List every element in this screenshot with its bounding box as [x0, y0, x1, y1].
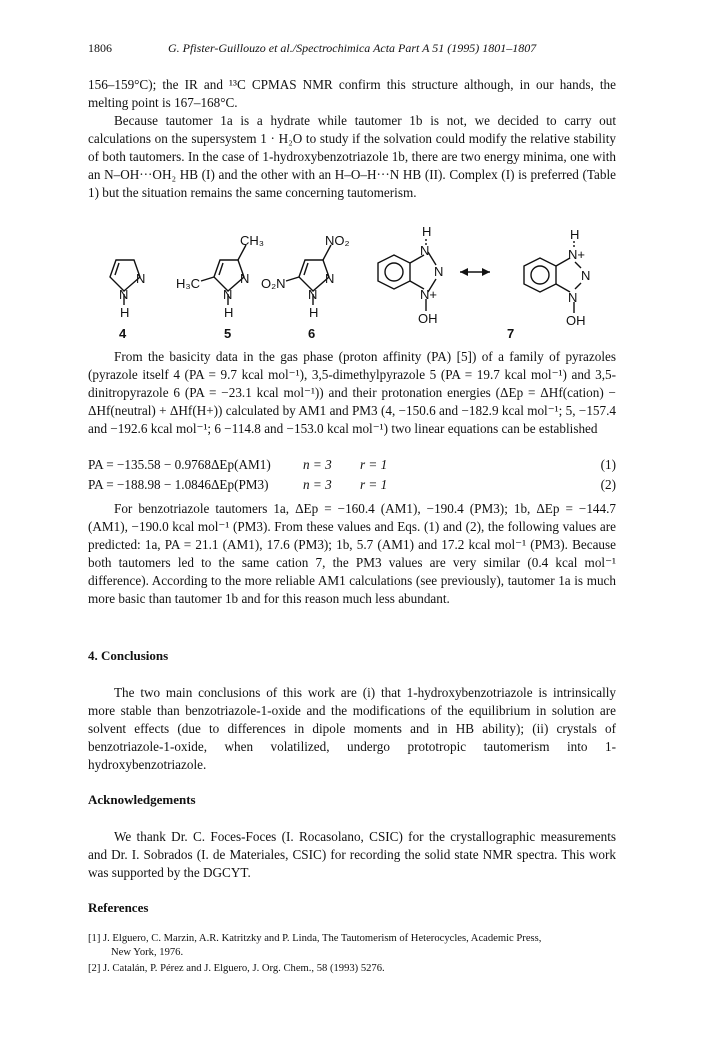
hydroxyl-group: OH: [418, 311, 438, 326]
page-number: 1806: [88, 41, 112, 55]
paragraph-hydrate-calculations: Because tautomer 1a is a hydrate while tautomer 1b is not, we decided to carry out calculations on the supersystem 1 · H₂O to study if the solvation could modify the relative stability of both tautomers. In the case of 1-hydroxybenzotriazole 1b, there are two energy minima, one with an N–OH···OH₂ HB (I) and the other with an H–O–H···N HB (II). Complex (I) is preferred (Table 1) but the situation remains the same concerning tautomerism.: [88, 113, 616, 200]
equation-2: [88, 477, 616, 495]
nitro-group: NO₂: [325, 233, 350, 248]
equation-n: n = 3: [303, 457, 332, 472]
equation-n: n = 3: [303, 477, 332, 492]
atom-n: N: [136, 271, 146, 286]
atom-n: N: [325, 271, 335, 286]
atom-h: H: [120, 305, 130, 320]
reference-1-line-1: [1] J. Elguero, C. Marzin, A.R. Katritzky and P. Linda, The Tautomerism of Heterocycles, Academic Press,: [88, 933, 542, 944]
atom-h: H: [309, 305, 319, 320]
section-heading-acknowledgements: Acknowledgements: [88, 792, 196, 807]
methyl-group: CH₃: [240, 233, 265, 248]
equation-r: r = 1: [360, 477, 388, 492]
atom-h: H: [422, 225, 432, 239]
methyl-group: H₃C: [176, 276, 201, 291]
hydroxyl-group: OH: [566, 313, 586, 328]
paragraph-conclusions: The two main conclusions of this work are (i) that 1-hydroxybenzotriazole is intrinsically more stable than benzotriazole-1-oxide and the modifications of the equilibrium in solution are solvent effects (due to differences in dipole moments and in HB ability); (ii) crystals of benzotriazole-1-oxide, when volatilized, undergo prototropic tautomerism into 1-hydroxybenzotriazole.: [88, 685, 616, 772]
atom-h: H: [224, 305, 234, 320]
compound-label-7: 7: [507, 326, 515, 341]
equation-number: (1): [600, 457, 616, 472]
atom-n: N: [420, 243, 430, 258]
benzotriazolium-ring-right: [524, 258, 556, 292]
compound-label-6: 6: [308, 326, 316, 341]
benzotriazolium-ring-left: [378, 255, 410, 289]
atom-n: N: [581, 268, 591, 283]
atom-n-plus: N+: [420, 287, 437, 302]
atom-n: N: [119, 287, 129, 302]
equation-expression: PA = −135.58 − 0.9768ΔEp(AM1): [88, 457, 271, 472]
atom-n: N: [434, 264, 444, 279]
atom-n: N: [223, 287, 233, 302]
equation-1: [88, 457, 616, 475]
atom-n: N: [240, 271, 250, 286]
section-heading-references: References: [88, 900, 149, 915]
running-title: G. Pfister-Guillouzo et al./Spectrochimica Acta Part A 51 (1995) 1801–1807: [168, 41, 537, 55]
atom-n: N: [568, 290, 578, 305]
atom-n: N: [308, 287, 318, 302]
paragraph-acknowledgements: We thank Dr. C. Foces-Foces (I. Rocasolano, CSIC) for the crystallographic measurements and Dr. I. Sobrados (I. de Materiales, CSIC) for recording the solid state NMR spectra. This work was supported by the DGCYT.: [88, 829, 616, 880]
equation-number: (2): [600, 477, 616, 492]
paragraph-benzotriazole-tautomers: For benzotriazole tautomers 1a, ΔEp = −160.4 (AM1), −190.4 (PM3); 1b, ΔEp = −144.7 (AM1), −190.0 kcal mol⁻¹ (PM3). From these values and Eqs. (1) and (2), the following values are predicted: 1a, PA = 21.1 (AM1), 17.6 (PM3); 1b, 5.7 (AM1) and 17.2 kcal mol⁻¹ (PM3). Because both tautomers led to the same cation 7, the PM3 values are very similar (0.4 kcal mol⁻¹ difference). According to the more reliable AM1 calculations (see previously), tautomer 1a is much more basic than tautomer 1b and for this reason much less abundant.: [88, 501, 616, 606]
equation-expression: PA = −188.98 − 1.0846ΔEp(PM3): [88, 477, 269, 492]
compound-label-5: 5: [224, 326, 232, 341]
paragraph-basicity-data: From the basicity data in the gas phase (proton affinity (PA) [5]) of a family of pyrazoles (pyrazole itself 4 (PA = 9.7 kcal mol⁻¹), 3,5-dimethylpyrazole 5 (PA = 19.7 kcal mol⁻¹) and 3,5-dinitropyrazole 6 (PA = −23.1 kcal mol⁻¹)) and their protonation energies (ΔEp = ΔHf(cation) − ΔHf(neutral) + ΔHf(H+)) calculated by AM1 and PM3 (4, −150.6 and −182.9 kcal mol⁻¹; 5, −157.4 and −192.6 kcal mol⁻¹; 6 −114.8 and −153.0 kcal mol⁻¹) two linear equations can be established: [88, 349, 616, 436]
reference-1: [88, 932, 616, 960]
section-heading-conclusions: 4. Conclusions: [88, 648, 169, 663]
nitro-group: O₂N: [261, 276, 286, 291]
paragraph-melting-point: 156–159°C); the IR and ¹³C CPMAS NMR confirm this structure although, in our hands, the melting point is 167–168°C.: [88, 77, 616, 110]
atom-n-plus: N+: [568, 247, 585, 262]
pyrazole-structures-figure: [88, 225, 628, 343]
reference-2: [2] J. Catalán, P. Pérez and J. Elguero, J. Org. Chem., 58 (1993) 5276.: [88, 963, 385, 974]
reference-1-line-2: New York, 1976.: [111, 947, 184, 958]
equation-r: r = 1: [360, 457, 388, 472]
compound-label-4: 4: [119, 326, 127, 341]
atom-h: H: [570, 227, 580, 242]
